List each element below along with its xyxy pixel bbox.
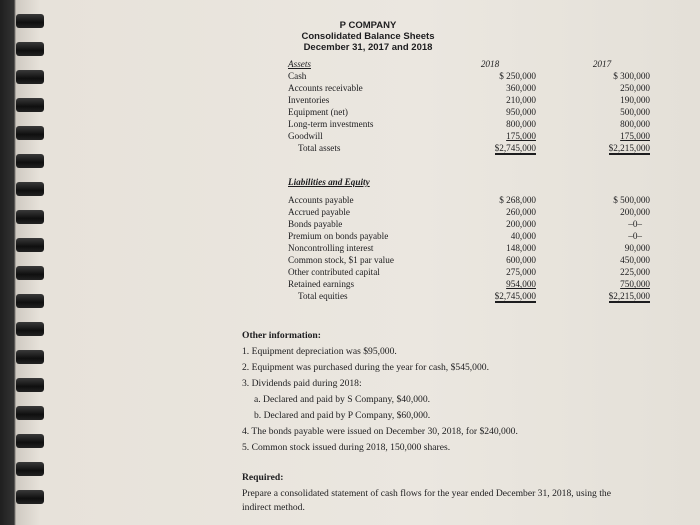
table-row	[288, 278, 654, 290]
value-2018: 175,000	[506, 131, 536, 141]
row-label: Noncontrolling interest	[288, 243, 374, 253]
total-2017: $2,215,000	[608, 143, 650, 153]
table-row	[288, 70, 654, 82]
value-2018: 260,000	[506, 207, 536, 217]
value-2017: $ 300,000	[613, 71, 650, 81]
row-label: Total assets	[298, 143, 341, 153]
row-label: Total equities	[298, 291, 348, 301]
value-2017: 175,000	[620, 131, 650, 141]
statement-title: Consolidated Balance Sheets	[301, 31, 435, 42]
value-2018: 275,000	[506, 267, 536, 277]
table-row	[288, 194, 654, 206]
table-row	[288, 130, 654, 142]
row-label: Goodwill	[288, 131, 323, 141]
value-2018: 148,000	[506, 243, 536, 253]
value-2018: 954,000	[506, 279, 536, 289]
list-item: 5. Common stock issued during 2018, 150,000 shares.	[242, 442, 451, 453]
table-row	[288, 230, 654, 242]
table-row	[288, 82, 654, 94]
row-label: Equipment (net)	[288, 107, 348, 117]
table-row	[288, 94, 654, 106]
company-name: P COMPANY	[339, 20, 397, 31]
row-label: Cash	[288, 71, 307, 81]
total-equities-row	[288, 290, 654, 302]
assets-heading: Assets	[288, 59, 311, 69]
list-item: a. Declared and paid by S Company, $40,000.	[254, 394, 431, 405]
document-page	[36, 0, 700, 525]
required-text-line2: indirect method.	[242, 502, 305, 513]
list-item: 2. Equipment was purchased during the year for cash, $545,000.	[242, 362, 489, 373]
total-assets-row	[288, 142, 654, 154]
row-label: Premium on bonds payable	[288, 231, 389, 241]
value-2017: 800,000	[620, 119, 650, 129]
value-2018: 210,000	[506, 95, 536, 105]
value-2017: $ 500,000	[613, 195, 650, 205]
col-2017: 2017	[592, 59, 612, 69]
list-item: b. Declared and paid by P Company, $60,000.	[254, 410, 431, 421]
value-2017: 250,000	[620, 83, 650, 93]
row-label: Accrued payable	[288, 207, 350, 217]
value-2017: –0–	[628, 231, 642, 241]
statement-date: December 31, 2017 and 2018	[303, 42, 433, 53]
value-2018: $ 268,000	[499, 195, 536, 205]
row-label: Bonds payable	[288, 219, 343, 229]
total-2017: $2,215,000	[608, 291, 650, 301]
list-item: 4. The bonds payable were issued on December 30, 2018, for $240,000.	[242, 426, 518, 437]
liabilities-header-row	[288, 176, 654, 188]
row-label: Accounts payable	[288, 195, 354, 205]
table-row	[288, 106, 654, 118]
spiral-binding	[0, 0, 40, 525]
table-row	[288, 254, 654, 266]
value-2017: 450,000	[620, 255, 650, 265]
other-info-heading: Other information:	[242, 330, 321, 341]
value-2018: 600,000	[506, 255, 536, 265]
table-row	[288, 266, 654, 278]
value-2017: 750,000	[620, 279, 650, 289]
value-2017: 200,000	[620, 207, 650, 217]
value-2018: 360,000	[506, 83, 536, 93]
required-heading: Required:	[242, 472, 284, 483]
value-2017: 190,000	[620, 95, 650, 105]
table-row	[288, 218, 654, 230]
list-item: 3. Dividends paid during 2018:	[242, 378, 362, 389]
col-2018: 2018	[480, 59, 500, 69]
value-2018: $ 250,000	[499, 71, 536, 81]
row-label: Accounts receivable	[288, 83, 363, 93]
total-2018: $2,745,000	[494, 143, 536, 153]
row-label: Retained earnings	[288, 279, 355, 289]
value-2017: –0–	[628, 219, 642, 229]
row-label: Other contributed capital	[288, 267, 380, 277]
required-text-line1: Prepare a consolidated statement of cash flows for the year ended December 31, 2018, using the	[242, 488, 611, 499]
value-2017: 225,000	[620, 267, 650, 277]
row-label: Long-term investments	[288, 119, 374, 129]
list-item: 1. Equipment depreciation was $95,000.	[242, 346, 397, 357]
total-2018: $2,745,000	[494, 291, 536, 301]
table-row	[288, 242, 654, 254]
value-2018: 200,000	[506, 219, 536, 229]
value-2017: 500,000	[620, 107, 650, 117]
value-2018: 40,000	[510, 231, 536, 241]
assets-header-row	[288, 58, 654, 70]
value-2018: 950,000	[506, 107, 536, 117]
table-row	[288, 118, 654, 130]
value-2018: 800,000	[506, 119, 536, 129]
row-label: Inventories	[288, 95, 330, 105]
liabilities-heading: Liabilities and Equity	[288, 177, 370, 187]
row-label: Common stock, $1 par value	[288, 255, 394, 265]
value-2017: 90,000	[624, 243, 650, 253]
table-row	[288, 206, 654, 218]
